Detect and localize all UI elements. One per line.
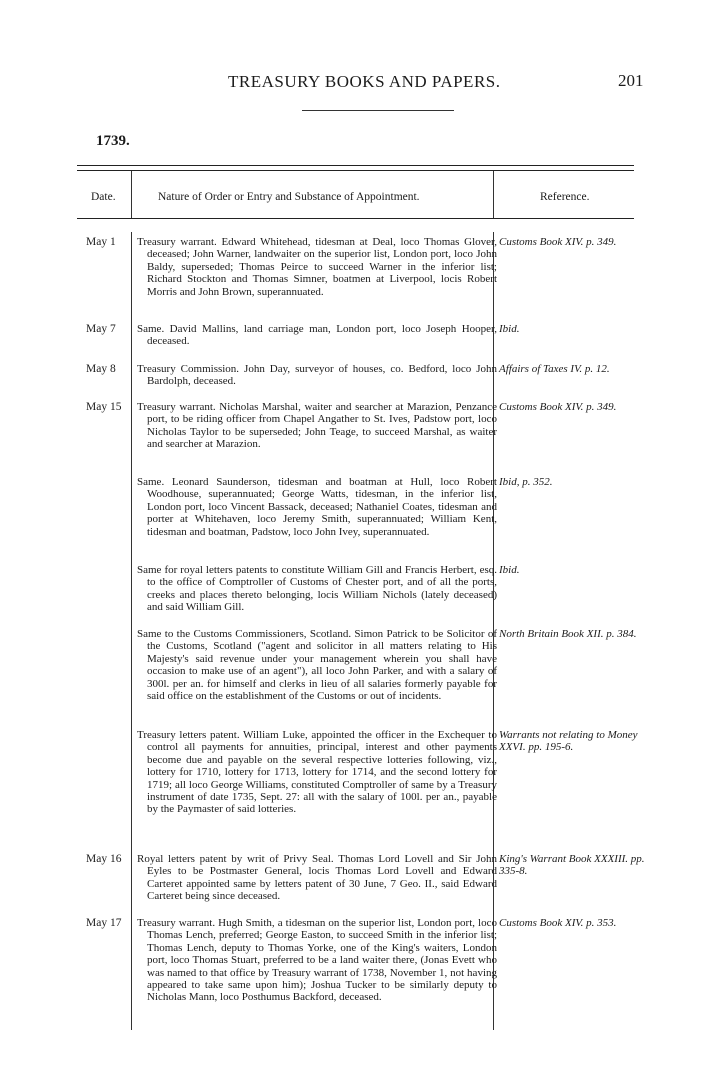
page-number: 201 [618,71,644,90]
entry-text: Royal letters patent by writ of Privy Seal. Thomas Lord Lovell and Sir John Eyles to be Postmaster General, locis Thomas Lord Lovell and Edward Carteret appointed same by letters patent of 30 June, 7 Geo. II., said Edward Carteret being since deceased. [137,853,497,903]
column-divider [493,171,494,219]
year-heading: 1739. [96,133,130,149]
entry-reference: Affairs of Taxes IV. p. 12. [499,363,610,375]
entry-reference: North Britain Book XII. p. 384. [499,628,637,640]
entry-reference: Customs Book XIV. p. 349. [499,236,617,248]
entry-text: Treasury Commission. John Day, surveyor of houses, co. Bedford, loco John Bardolph, deceased. [137,363,497,388]
table-top-rule-inner [77,170,634,171]
column-divider [131,232,132,1030]
column-header-reference: Reference. [540,191,590,203]
entry-date: May 17 [86,917,122,929]
entry-text: Same to the Customs Commissioners, Scotland. Simon Patrick to be Solicitor of the Customs, Scotland ("agent and solicitor in all matters relating to His Majesty's said revenue under your management wherein you shall have occasion to make use of an agent"), all loco John Parker, and with a salary of 300l. per an. for himself and clerks in lieu of all salaries formerly payable for said office on the establishment of the Customs or out of incidents. [137,628,497,703]
entry-text: Treasury warrant. Edward Whitehead, tidesman at Deal, loco Thomas Glover, deceased; John Warner, landwaiter on the superior list, London port, loco John Baldy, superseded; Thomas Peirce to succeed Warner in the inferior list; Richard Stockton and Thomas Simner, boatmen at Liverpool, locis Robert Morris and John Brown, superannuated. [137,236,497,298]
table-top-rule [77,165,634,166]
column-header-nature: Nature of Order or Entry and Substance of Appointment. [158,191,420,203]
entry-reference: King's Warrant Book XXXIII. pp. 335-8. [499,853,645,878]
entry-date: May 7 [86,323,116,335]
entry-reference: Ibid. [499,564,520,576]
header-rule [302,110,454,111]
entry-date: May 15 [86,401,122,413]
entry-text: Treasury warrant. Hugh Smith, a tidesman on the superior list, London port, loco Thomas Lench, preferred; George Easton, to succeed Smith in the inferior list; Thomas Lench, deputy to Thomas Yorke, one of the King's waiters, London port, loco Thomas Stuart, preferred to be a land waiter there, (Jonas Evett who was named to that office by Treasury warrant of 1738, November 1, not having appeared to take same upon him); Joshua Tucker to be similarly deputy to Nicholas Mann, loco Posthumus Backford, deceased. [137,917,497,1004]
entry-text: Treasury letters patent. William Luke, appointed the officer in the Exchequer to control all payments for annuities, principal, interest and other payments become due and payable on the several respective lotteries following, viz., lottery for 1710, lottery for 1713, lottery for 1714, and the second lottery for 1719; all loco George Williams, constituted Comptroller of same by a Treasury instrument of date 1735, Sept. 27: all with the salary of 100l. per an., payable by the Paymaster of said lotteries. [137,729,497,816]
entry-text: Treasury warrant. Nicholas Marshal, waiter and searcher at Marazion, Penzance port, to be riding officer from Chapel Angather to St. Ives, Padstow port, loco Nicholas Taylor to be superseded; John Teage, to succeed Marshal, as waiter and searcher at Marazion. [137,401,497,451]
entry-reference: Ibid, p. 352. [499,476,553,488]
column-divider [131,171,132,219]
running-head: TREASURY BOOKS AND PAPERS. [228,72,501,91]
entry-date: May 1 [86,236,116,248]
column-header-date: Date. [91,191,116,203]
entry-reference: Ibid. [499,323,520,335]
entry-reference: Customs Book XIV. p. 353. [499,917,617,929]
entry-text: Same. David Mallins, land carriage man, London port, loco Joseph Hooper, deceased. [137,323,497,348]
entry-reference: Customs Book XIV. p. 349. [499,401,617,413]
table-header-rule [77,218,634,219]
entry-text: Same. Leonard Saunderson, tidesman and boatman at Hull, loco Robert Woodhouse, superannuated; George Watts, tidesman, in the inferior list, London port, loco Vincent Bassack, deceased; Nathaniel Coates, tidesman and porter at Whitehaven, loco Jeremy Smith, superannuated; William Kent, tidesman and boatman, Padstow, loco John Ivey, superannuated. [137,476,497,538]
entry-text: Same for royal letters patents to constitute William Gill and Francis Herbert, esq. to the office of Comptroller of Customs of Chester port, and of all the ports, creeks and places thereto belonging, locis William Nichols (lately deceased) and said William Gill. [137,564,497,614]
entry-date: May 8 [86,363,116,375]
entry-reference: Warrants not relating to Money XXVI. pp. 195-6. [499,729,638,754]
entry-date: May 16 [86,853,122,865]
